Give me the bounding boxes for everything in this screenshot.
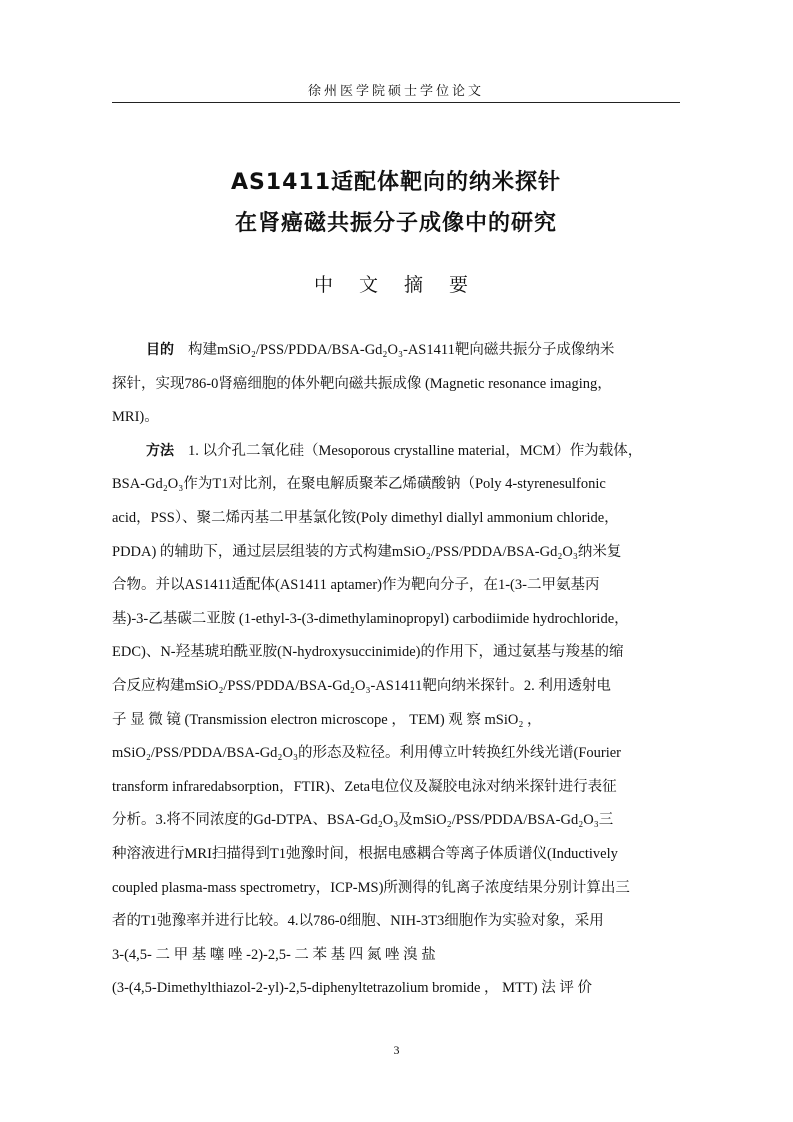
methods-line-15: 者的T1弛豫率并进行比较。4.以786-0细胞、NIH-3T3细胞作为实验对象，采用 [112,913,604,930]
running-header: 徐州医学院硕士学位论文 [307,83,484,98]
methods-line-6: 基)-3-乙基碳二亚胺 (1-ethyl-3-(3-dimethylaminopropyl) carbodiimide hydrochloride， [112,610,629,627]
methods-line-2: BSA-Gd₂O₃作为T1对比剂，在聚电解质聚苯乙烯磺酸钠（Poly 4-styrenesulfonic [112,476,606,493]
abstract-heading: 中 文 摘 要 [313,274,479,296]
objective-line-3: MRI)。 [112,409,159,426]
header-rule [112,102,680,103]
methods-line-17: (3-(4,5-Dimethylthiazol-2-yl)-2,5-diphenyltetrazolium bromide ， MTT) 法 评 价 [112,980,592,997]
methods-line-1 [112,435,680,469]
methods-line-11: transform infraredabsorption，FTIR)、Zeta电位仪及凝胶电泳对纳米探针进行表征 [112,778,617,795]
page-number: 3 [393,1043,400,1057]
methods-line-5: 合物。并以AS1411适配体(AS1411 aptamer)作为靶向分子，在1-(3-二甲氨基丙 [112,577,600,594]
methods-line-4: PDDA) 的辅助下，通过层层组装的方式构建mSiO₂/PSS/PDDA/BSA-Gd₂O₃纳米复 [112,543,622,560]
methods-line-3: acid，PSS）、聚二烯丙基二甲基氯化铵(Poly dimethyl diallyl ammonium chloride， [112,509,619,526]
methods-line-13: 种溶液进行MRI扫描得到T1弛豫时间，根据电感耦合等离子体质谱仪(Inductively [112,845,618,862]
objective-line-2: 探针，实现786-0肾癌细胞的体外靶向磁共振成像 (Magnetic resonance imaging， [112,375,612,392]
methods-label: 方法 [146,442,174,459]
methods-line-16: 3-(4,5- 二 甲 基 噻 唑 -2)-2,5- 二 苯 基 四 氮 唑 溴 盐 [112,946,436,963]
objective-line-1 [112,334,680,368]
methods-line-8: 合反应构建mSiO₂/PSS/PDDA/BSA-Gd₂O₃-AS1411靶向纳米探针。2. 利用透射电 [112,677,611,694]
methods-line-14: coupled plasma-mass spectrometry，ICP-MS)所测得的钆离子浓度结果分别计算出三 [112,879,630,896]
methods-line-7: EDC)、N-羟基琥珀酰亚胺(N-hydroxysuccinimide)的作用下，通过氨基与羧基的缩 [112,644,624,661]
methods-line-9: 子 显 微 镜 (Transmission electron microscope ， TEM) 观 察 mSiO₂ ， [112,711,542,728]
methods-text: 1. 以介孔二氧化硅（Mesoporous crystalline material，MCM）作为载体， [188,442,643,459]
title-line-1: AS1411适配体靶向的纳米探针 [230,170,562,195]
title-line-2: 在肾癌磁共振分子成像中的研究 [234,211,557,236]
objective-label: 目的 [146,342,174,358]
methods-line-10: mSiO₂/PSS/PDDA/BSA-Gd₂O₃的形态及粒径。利用傅立叶转换红外线光谱(Fourier [112,745,622,762]
objective-text: 构建mSiO₂/PSS/PDDA/BSA-Gd₂O₃-AS1411靶向磁共振分子成像纳米 [188,342,615,358]
abstract-body [112,334,680,1006]
methods-line-12: 分析。3.将不同浓度的Gd-DTPA、BSA-Gd₂O₃及mSiO₂/PSS/PDDA/BSA-Gd₂O₃三 [112,812,614,829]
